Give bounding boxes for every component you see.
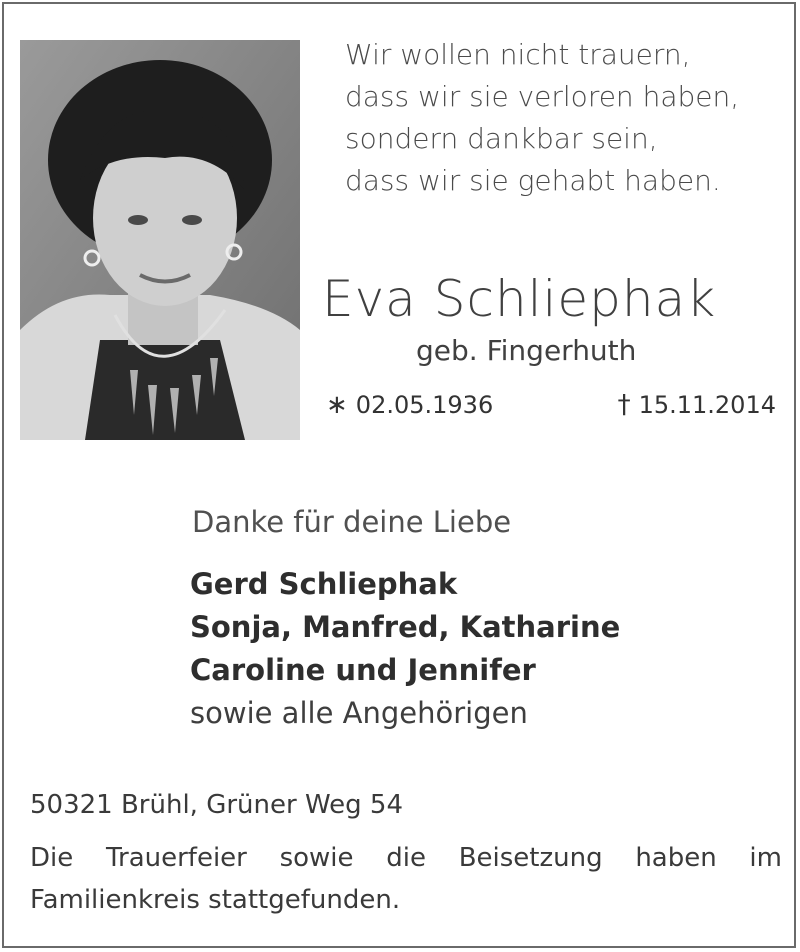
quote-line: sondern dankbar sein, xyxy=(345,122,658,155)
maiden-name: geb. Fingerhuth xyxy=(416,334,637,367)
funeral-note: Die Trauerfeier sowie die Beisetzung haben im Familienkreis stattgefunden. xyxy=(30,843,782,915)
address: 50321 Brühl, Grüner Weg 54 xyxy=(30,790,403,820)
family-member: Caroline und Jennifer xyxy=(190,653,536,687)
birth-date: 02.05.1936 xyxy=(355,391,494,419)
death-date-group xyxy=(618,390,776,420)
family-member: Sonja, Manfred, Katharine xyxy=(190,610,621,644)
birth-star-icon: ∗ xyxy=(326,390,348,420)
portrait-photo xyxy=(20,40,300,440)
quote-line: dass wir sie gehabt haben. xyxy=(345,164,721,197)
quote-line: dass wir sie verloren haben, xyxy=(345,80,740,113)
birth-date-group xyxy=(326,390,493,420)
deceased-name: Eva Schliephak xyxy=(322,270,717,328)
family-member: Gerd Schliephak xyxy=(190,567,458,601)
death-date: 15.11.2014 xyxy=(638,391,776,419)
family-list xyxy=(190,563,620,735)
death-cross-icon: † xyxy=(617,390,631,420)
life-dates xyxy=(326,390,776,430)
thanks-line: Danke für deine Liebe xyxy=(192,505,512,539)
family-others: sowie alle Angehörigen xyxy=(190,696,528,730)
memorial-quote xyxy=(345,34,785,202)
quote-line: Wir wollen nicht trauern, xyxy=(345,38,691,71)
